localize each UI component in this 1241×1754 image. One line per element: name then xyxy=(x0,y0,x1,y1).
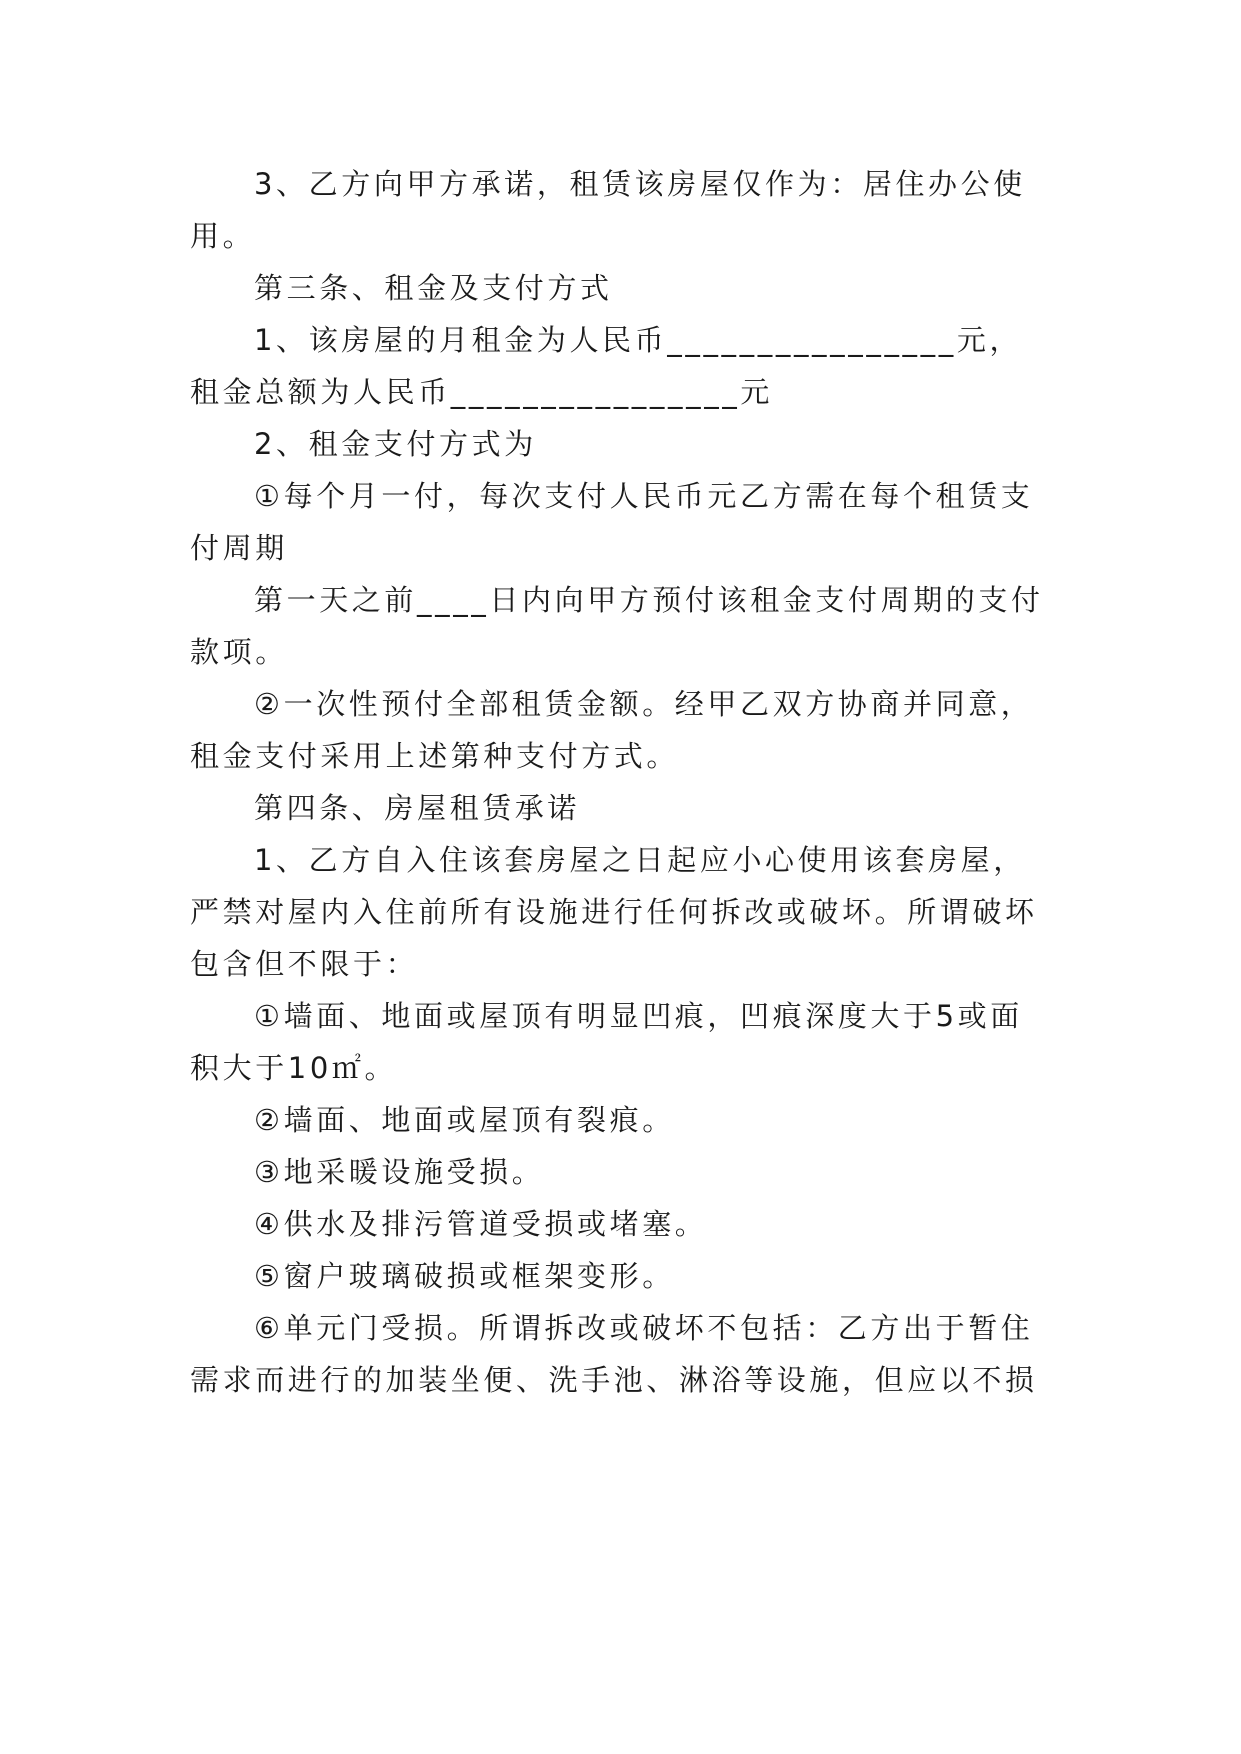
list-item-dents: ①墙面、地面或屋顶有明显凹痕，凹痕深度大于5或面积大于10㎡。 xyxy=(190,999,1023,1085)
paragraph-lump-sum-option: ②一次性预付全部租赁金额。经甲乙双方协商并同意，租金支付采用上述第种支付方式。 xyxy=(190,687,1034,773)
list-item-unit-door: ⑥单元门受损。所谓拆改或破坏不包括：乙方出于暂住需求而进行的加装坐便、洗手池、淋浴等设施，但应以不损 xyxy=(190,1311,1038,1397)
heading-article-3-rent-payment: 第三条、租金及支付方式 xyxy=(254,271,613,305)
list-item-pipes: ④供水及排污管道受损或堵塞。 xyxy=(254,1207,708,1241)
list-item-floor-heating: ③地采暖设施受损。 xyxy=(254,1155,545,1189)
list-item-windows: ⑤窗户玻璃破损或框架变形。 xyxy=(254,1259,675,1293)
paragraph-careful-use: 1、乙方自入住该套房屋之日起应小心使用该套房屋，严禁对屋内入住前所有设施进行任何拆改或破坏。所谓破坏包含但不限于： xyxy=(190,843,1038,981)
document-body xyxy=(190,158,1050,1406)
paragraph-monthly-payment-option: ①每个月一付，每次支付人民币元乙方需在每个租赁支付周期 xyxy=(190,479,1034,565)
paragraph-usage-promise: 3、乙方向甲方承诺，租赁该房屋仅作为：居住办公使用。 xyxy=(190,167,1026,253)
heading-article-4-lease-promise: 第四条、房屋租赁承诺 xyxy=(254,791,581,825)
paragraph-payment-method: 2、租金支付方式为 xyxy=(254,427,537,461)
paragraph-monthly-rent: 1、该房屋的月租金为人民币________________元，租金总额为人民币________________元 xyxy=(190,323,1023,409)
paragraph-prepay-deadline: 第一天之前____日内向甲方预付该租金支付周期的支付款项。 xyxy=(190,583,1044,669)
list-item-cracks: ②墙面、地面或屋顶有裂痕。 xyxy=(254,1103,675,1137)
